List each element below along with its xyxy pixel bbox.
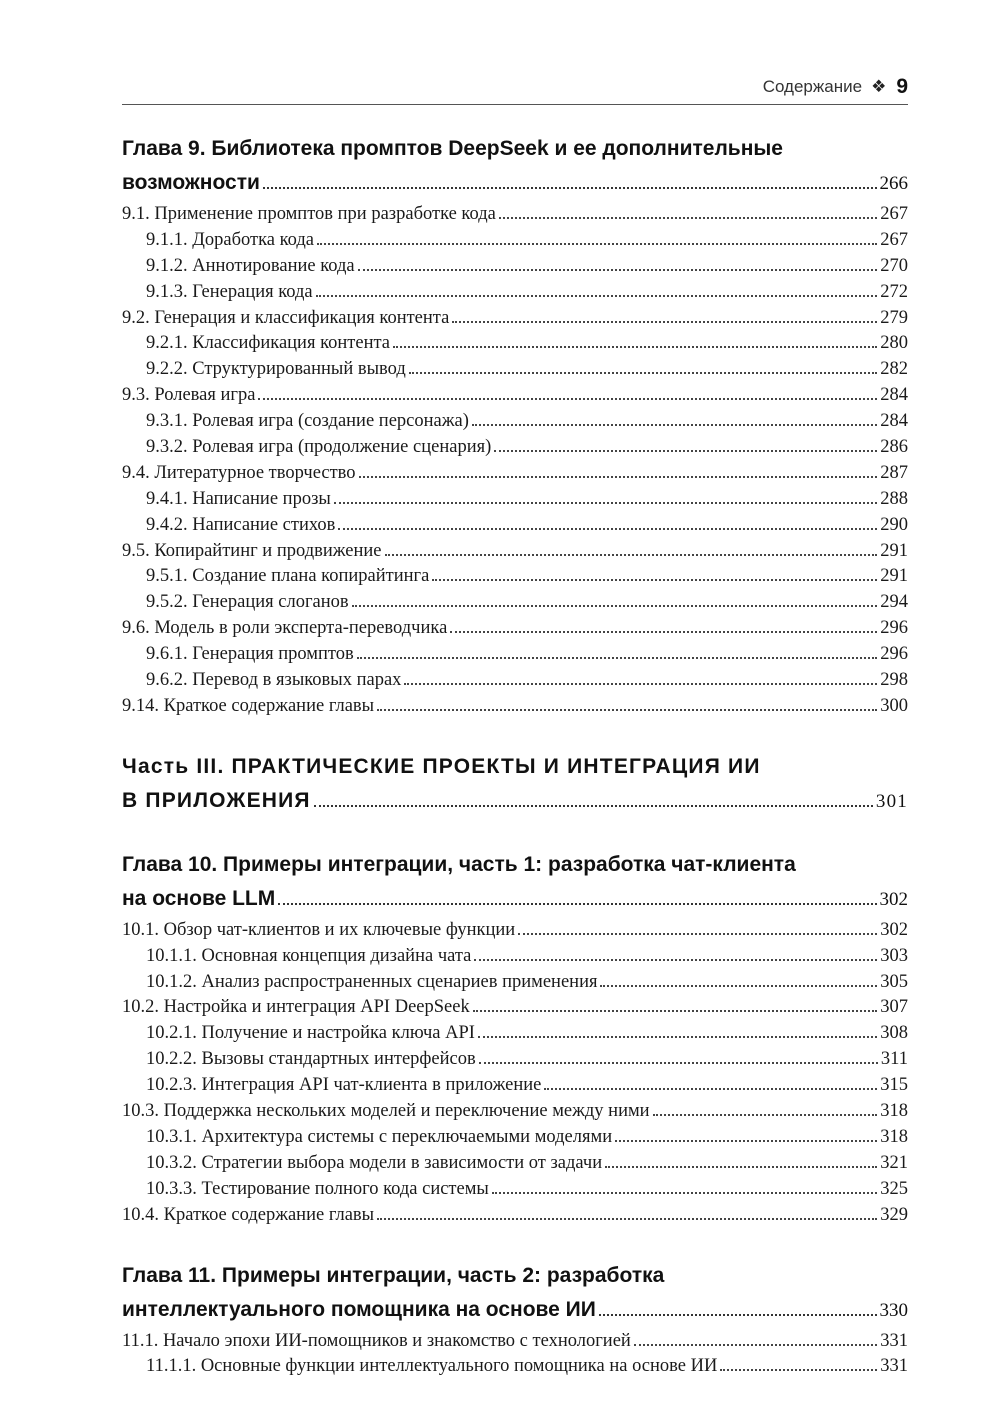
entry-title: 10.3. Поддержка нескольких моделей и переключение между ними <box>122 1101 650 1122</box>
toc-entry[interactable] <box>122 1047 908 1073</box>
toc-entry[interactable] <box>122 513 908 539</box>
toc-entry[interactable] <box>122 1177 908 1203</box>
entry-title: 10.3.2. Стратегии выбора модели в зависимости от задачи <box>146 1152 603 1173</box>
heading-text: на основе LLM <box>122 886 276 910</box>
entry-page: 318 <box>880 1126 908 1147</box>
toc-entry[interactable] <box>122 435 908 461</box>
entry-page: 291 <box>880 540 908 561</box>
entry-page: 298 <box>880 670 908 691</box>
toc-entry[interactable] <box>122 1021 908 1047</box>
entry-title: 9.1.1. Доработка кода <box>146 229 315 250</box>
running-head <box>122 72 908 102</box>
entry-title: 10.3.1. Архитектура системы с переключаемыми моделями <box>146 1126 613 1147</box>
heading-line-2 <box>122 784 908 818</box>
entry-title: 10.3.3. Тестирование полного кода системы <box>146 1178 489 1199</box>
running-head-title: Содержание <box>762 77 863 96</box>
chapter-heading[interactable] <box>122 848 908 916</box>
toc-entry[interactable] <box>122 383 908 409</box>
toc-entry[interactable] <box>122 590 908 616</box>
heading-text: В ПРИЛОЖЕНИЯ <box>122 788 311 812</box>
dot-leader <box>432 579 877 581</box>
toc-entry[interactable] <box>122 970 908 996</box>
dot-leader <box>479 1062 878 1064</box>
entry-page: 303 <box>880 945 908 966</box>
toc-entry[interactable] <box>122 564 908 590</box>
dot-leader <box>450 631 877 633</box>
entry-title: 9.3.1. Ролевая игра (создание персонажа) <box>146 411 469 432</box>
block-gap <box>122 1229 908 1259</box>
toc-entry[interactable] <box>122 918 908 944</box>
dot-leader <box>338 528 877 530</box>
dot-leader <box>494 450 877 452</box>
dot-leader <box>357 657 878 659</box>
toc-entry[interactable] <box>122 694 908 720</box>
heading-line-2 <box>122 882 908 916</box>
heading-page: 266 <box>879 173 908 194</box>
dot-leader <box>599 1314 877 1316</box>
toc-entry[interactable] <box>122 461 908 487</box>
toc-entry[interactable] <box>122 228 908 254</box>
heading-page: 301 <box>875 790 908 812</box>
entry-title: 9.4.2. Написание стихов <box>146 514 336 535</box>
entry-page: 290 <box>880 514 908 535</box>
entry-page: 311 <box>880 1049 908 1070</box>
dot-leader <box>404 683 877 685</box>
toc-entry[interactable] <box>122 539 908 565</box>
entry-page: 279 <box>880 307 908 328</box>
dot-leader <box>600 985 877 987</box>
toc-entry[interactable] <box>122 616 908 642</box>
entry-page: 308 <box>880 1023 908 1044</box>
table-of-contents <box>122 132 908 1380</box>
dot-leader <box>316 295 878 297</box>
dot-leader <box>544 1088 877 1090</box>
toc-entry[interactable] <box>122 1151 908 1177</box>
dot-leader <box>472 424 877 426</box>
entry-title: 9.2. Генерация и классификация контента <box>122 307 450 328</box>
entry-page: 280 <box>880 333 908 354</box>
heading-line-1: Часть III. ПРАКТИЧЕСКИЕ ПРОЕКТЫ И ИНТЕГРАЦИЯ ИИ <box>122 754 761 778</box>
toc-entry[interactable] <box>122 1073 908 1099</box>
toc-entry[interactable] <box>122 1099 908 1125</box>
entry-page: 267 <box>880 204 908 224</box>
heading-line-2 <box>122 1293 908 1327</box>
dot-leader <box>334 502 877 504</box>
entry-page: 267 <box>880 229 908 250</box>
entry-title: 10.2.2. Вызовы стандартных интерфейсов <box>146 1049 476 1070</box>
toc-entry[interactable] <box>122 280 908 306</box>
dot-leader <box>615 1140 877 1142</box>
dot-leader <box>499 217 877 219</box>
dot-leader <box>393 346 877 348</box>
dot-leader <box>359 476 878 478</box>
entry-title: 10.1. Обзор чат-клиентов и их ключевые функции <box>122 919 516 940</box>
entry-title: 9.4. Литературное творчество <box>122 462 356 483</box>
entry-page: 296 <box>880 618 908 639</box>
entry-page: 302 <box>880 919 908 940</box>
block-gap <box>122 720 908 750</box>
toc-entry[interactable] <box>122 1203 908 1229</box>
entry-title: 9.2.2. Структурированный вывод <box>146 359 406 380</box>
dot-leader <box>377 1218 877 1220</box>
heading-line-1: Глава 9. Библиотека промптов DeepSeek и ее дополнительные <box>122 137 783 160</box>
dot-leader <box>278 903 876 905</box>
heading-line-1: Глава 10. Примеры интеграции, часть 1: разработка чат-клиента <box>122 852 796 876</box>
entry-page: 331 <box>880 1330 908 1351</box>
entry-page: 305 <box>880 971 908 992</box>
dot-leader <box>634 1344 877 1346</box>
entry-page: 270 <box>880 255 908 276</box>
entry-page: 272 <box>880 281 908 302</box>
dot-leader <box>492 1192 877 1194</box>
heading-text: интеллектуального помощника на основе ИИ <box>122 1297 596 1321</box>
entry-page: 284 <box>880 411 908 432</box>
dot-leader <box>720 1369 877 1371</box>
entry-page: 286 <box>880 437 908 458</box>
dot-leader <box>317 243 877 245</box>
entry-title: 10.4. Краткое содержание главы <box>122 1204 375 1225</box>
toc-entry[interactable] <box>122 1354 908 1380</box>
entry-title: 9.1.2. Аннотирование кода <box>146 255 355 276</box>
heading-line-2 <box>122 166 908 200</box>
dot-leader <box>473 1010 878 1012</box>
entry-title: 10.2.3. Интеграция API чат-клиента в приложение <box>146 1075 542 1096</box>
entry-title: 9.6.2. Перевод в языковых парах <box>146 670 402 691</box>
entry-page: 331 <box>880 1356 908 1377</box>
dot-leader <box>452 321 877 323</box>
entry-title: 9.1.3. Генерация кода <box>146 281 313 302</box>
entry-page: 282 <box>880 359 908 380</box>
entry-page: 296 <box>880 644 908 665</box>
toc-entry[interactable] <box>122 254 908 280</box>
chapter-heading[interactable] <box>122 1259 908 1327</box>
entry-title: 9.5.2. Генерация слоганов <box>146 592 349 613</box>
toc-entry[interactable] <box>122 331 908 357</box>
toc-entry[interactable] <box>122 487 908 513</box>
toc-entry[interactable] <box>122 306 908 332</box>
entry-title: 10.2.1. Получение и настройка ключа API <box>146 1023 475 1044</box>
page-number: 9 <box>896 75 908 98</box>
dot-leader <box>377 709 877 711</box>
toc-entry[interactable] <box>122 409 908 435</box>
entry-title: 10.1.2. Анализ распространенных сценариев применения <box>146 971 598 992</box>
dot-leader <box>518 933 877 935</box>
toc-entry[interactable] <box>122 202 908 228</box>
entry-page: 291 <box>880 566 908 587</box>
toc-entry[interactable] <box>122 1125 908 1151</box>
heading-line-1: Глава 11. Примеры интеграции, часть 2: разработка <box>122 1263 665 1287</box>
header-rule <box>122 104 908 105</box>
dot-leader <box>314 805 873 807</box>
entry-page: 315 <box>880 1075 908 1096</box>
entry-title: 9.2.1. Классификация контента <box>146 333 391 354</box>
toc-entry[interactable] <box>122 668 908 694</box>
entry-page: 294 <box>880 592 908 613</box>
entry-page: 287 <box>880 462 908 483</box>
entry-title: 9.5.1. Создание плана копирайтинга <box>146 566 430 587</box>
dot-leader <box>258 398 877 400</box>
entry-title: 9.1. Применение промптов при разработке кода <box>122 204 496 224</box>
toc-entry[interactable] <box>122 944 908 970</box>
chapter-heading[interactable] <box>122 132 908 200</box>
toc-entry[interactable] <box>122 995 908 1021</box>
entry-page: 321 <box>880 1152 908 1173</box>
entry-title: 10.1.1. Основная концепция дизайна чата <box>146 945 472 966</box>
entry-page: 307 <box>880 997 908 1018</box>
dot-leader <box>478 1036 877 1038</box>
entry-title: 9.6.1. Генерация промптов <box>146 644 354 665</box>
entry-page: 329 <box>880 1204 908 1225</box>
entry-title: 11.1.1. Основные функции интеллектуального помощника на основе ИИ <box>146 1356 718 1377</box>
toc-entry[interactable] <box>122 642 908 668</box>
toc-entry[interactable] <box>122 1329 908 1355</box>
dot-leader <box>385 554 878 556</box>
dot-leader <box>352 605 878 607</box>
toc-entry[interactable] <box>122 357 908 383</box>
ornament-icon: ❖ <box>871 77 887 96</box>
entry-page: 318 <box>880 1101 908 1122</box>
entry-title: 10.2. Настройка и интеграция API DeepSeek <box>122 997 470 1018</box>
entry-page: 284 <box>880 385 908 406</box>
entry-page: 300 <box>880 695 908 716</box>
part-heading[interactable] <box>122 750 908 818</box>
dot-leader <box>653 1114 878 1116</box>
dot-leader <box>409 372 877 374</box>
entry-title: 9.3. Ролевая игра <box>122 385 256 406</box>
entry-title: 9.6. Модель в роли эксперта-переводчика <box>122 618 448 639</box>
dot-leader <box>474 959 877 961</box>
dot-leader <box>605 1166 877 1168</box>
entry-title: 9.3.2. Ролевая игра (продолжение сценария) <box>146 437 492 458</box>
heading-page: 330 <box>879 1299 908 1321</box>
heading-text: возможности <box>122 171 260 194</box>
entry-title: 11.1. Начало эпохи ИИ-помощников и знакомство с технологией <box>122 1330 631 1351</box>
entry-title: 9.4.1. Написание прозы <box>146 488 331 509</box>
entry-title: 9.5. Копирайтинг и продвижение <box>122 540 382 561</box>
heading-page: 302 <box>879 888 908 910</box>
block-gap <box>122 818 908 848</box>
entry-page: 325 <box>880 1178 908 1199</box>
dot-leader <box>358 269 878 271</box>
entry-page: 288 <box>880 488 908 509</box>
entry-title: 9.14. Краткое содержание главы <box>122 695 375 716</box>
dot-leader <box>263 187 877 189</box>
